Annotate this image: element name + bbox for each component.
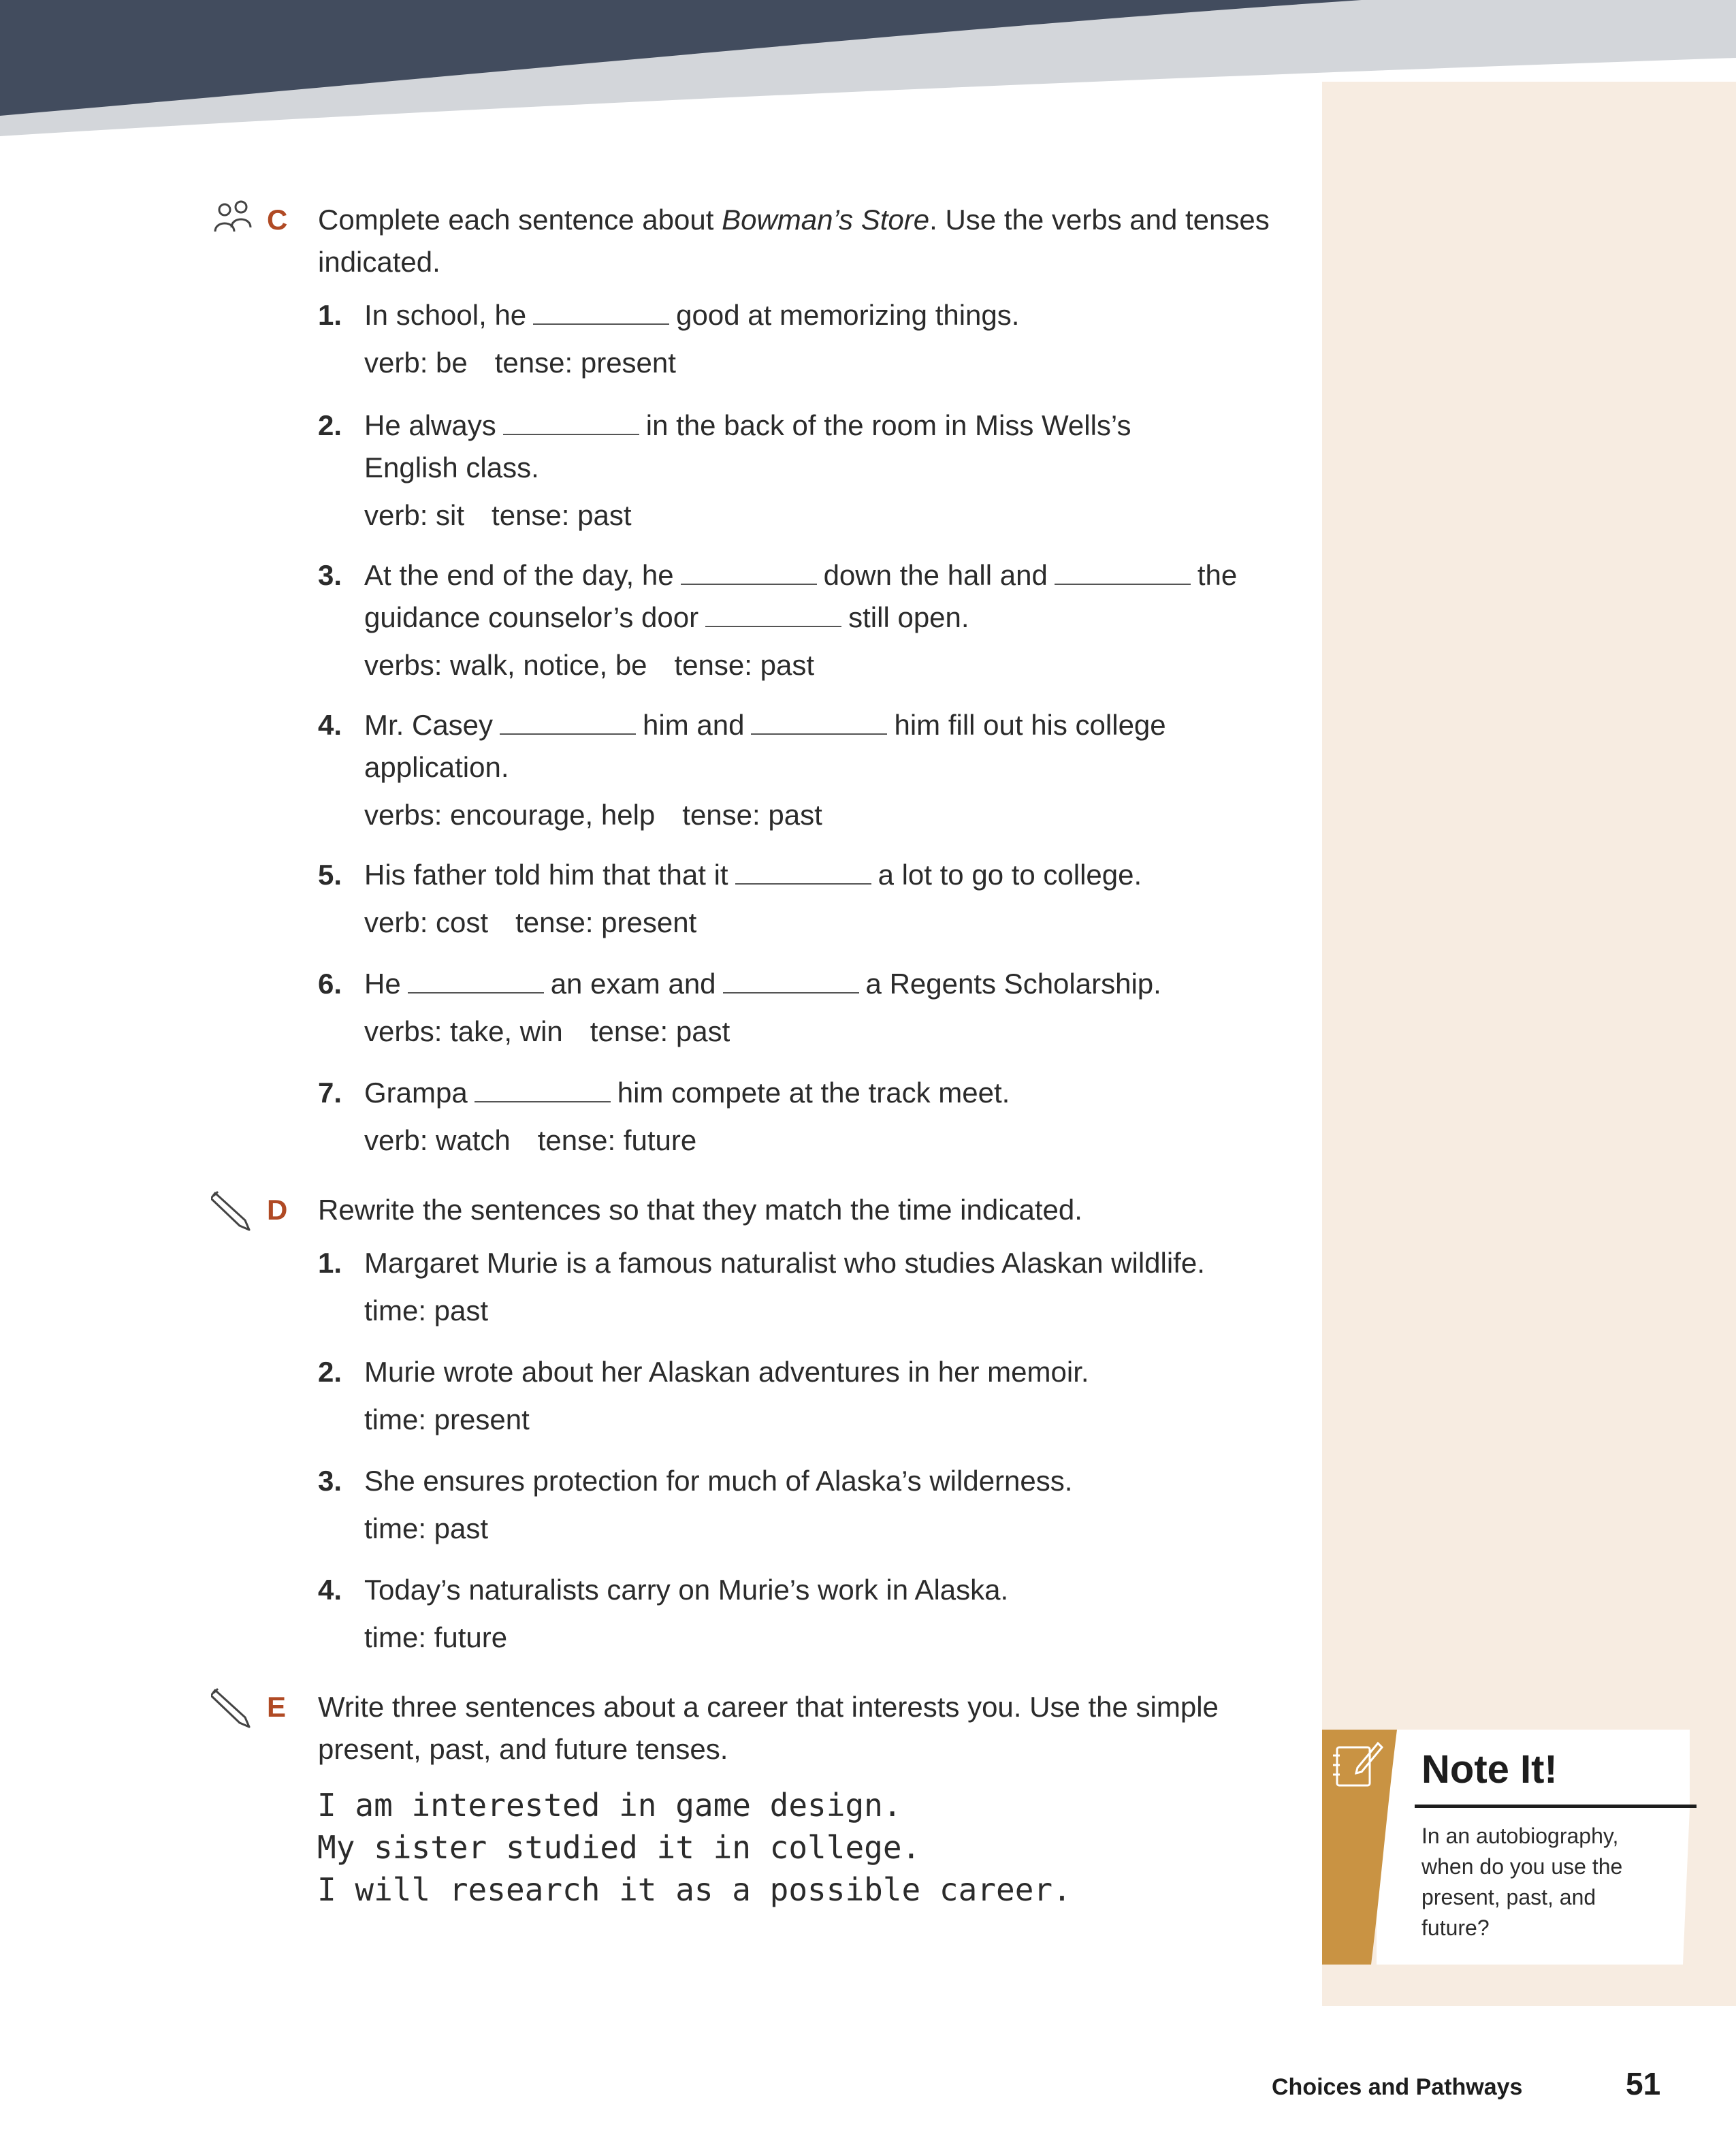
item-hint: time: past bbox=[364, 1294, 489, 1326]
pair-work-icon bbox=[211, 200, 256, 241]
item-number: 3. bbox=[318, 559, 342, 591]
answer-blank[interactable] bbox=[705, 605, 841, 627]
note-it-box bbox=[1322, 1730, 1690, 1965]
activity-letter: E bbox=[267, 1691, 287, 1723]
pencil-icon bbox=[211, 1190, 256, 1231]
answer-blank[interactable] bbox=[1055, 563, 1191, 585]
item-sentence: He always in the back of the room in Miss Wells’s English class. bbox=[364, 409, 1131, 483]
answer-line: I am interested in game design. bbox=[317, 1787, 902, 1824]
item-hint: verb: cost tense: present bbox=[364, 906, 697, 938]
note-divider bbox=[1415, 1805, 1697, 1808]
item-sentence: His father told him that that it a lot to go to college. bbox=[364, 859, 1142, 891]
answer-blank[interactable] bbox=[503, 413, 639, 435]
answer-blank[interactable] bbox=[735, 863, 871, 885]
item-number: 4. bbox=[318, 709, 342, 741]
item-sentence: She ensures protection for much of Alaska’s wilderness. bbox=[364, 1465, 1073, 1497]
item-hint: time: past bbox=[364, 1512, 489, 1544]
activity-d bbox=[211, 1189, 1287, 1666]
answer-line: My sister studied it in college. bbox=[317, 1829, 921, 1866]
item-sentence: Margaret Murie is a famous naturalist who studies Alaskan wildlife. bbox=[364, 1247, 1205, 1279]
item-hint: verbs: encourage, help tense: past bbox=[364, 799, 822, 831]
answer-blank[interactable] bbox=[408, 972, 544, 994]
item-number: 3. bbox=[318, 1465, 342, 1497]
sidebar-panel bbox=[1322, 82, 1736, 2006]
item-sentence: Murie wrote about her Alaskan adventures in her memoir. bbox=[364, 1356, 1089, 1388]
item-sentence: Today’s naturalists carry on Murie’s work in Alaska. bbox=[364, 1574, 1009, 1606]
answer-blank[interactable] bbox=[475, 1081, 611, 1102]
pencil-icon bbox=[211, 1687, 256, 1728]
answer-blank[interactable] bbox=[681, 563, 817, 585]
answer-blank[interactable] bbox=[533, 303, 669, 325]
activity-letter: C bbox=[267, 204, 288, 236]
activity-c bbox=[211, 199, 1287, 1166]
footer-section-title: Choices and Pathways bbox=[1272, 2074, 1523, 2100]
activity-instruction: Rewrite the sentences so that they match the time indicated. bbox=[318, 1194, 1082, 1226]
item-hint: verb: sit tense: past bbox=[364, 499, 632, 531]
item-number: 4. bbox=[318, 1574, 342, 1606]
answer-line: I will research it as a possible career. bbox=[317, 1871, 1072, 1908]
item-number: 5. bbox=[318, 859, 342, 891]
note-text: In an autobiography, when do you use the present, past, and future? bbox=[1421, 1824, 1623, 1940]
item-sentence: Mr. Casey him and him fill out his college application. bbox=[364, 709, 1166, 783]
activity-e bbox=[211, 1686, 1287, 1781]
answer-blank[interactable] bbox=[500, 713, 636, 735]
item-hint: time: present bbox=[364, 1403, 530, 1435]
item-number: 2. bbox=[318, 1356, 342, 1388]
item-number: 1. bbox=[318, 299, 342, 331]
item-number: 6. bbox=[318, 968, 342, 1000]
page-number: 51 bbox=[1626, 2066, 1661, 2101]
item-sentence: At the end of the day, he down the hall and the guidance counselor’s door still open. bbox=[364, 559, 1238, 633]
item-sentence: Grampa him compete at the track meet. bbox=[364, 1077, 1010, 1109]
answer-blank[interactable] bbox=[723, 972, 859, 994]
answer-blank[interactable] bbox=[751, 713, 887, 735]
activity-instruction: Complete each sentence about Bowman’s Store. Use the verbs and tenses indicated. bbox=[318, 204, 1270, 278]
item-sentence: He an exam and a Regents Scholarship. bbox=[364, 968, 1161, 1000]
item-sentence: In school, he good at memorizing things. bbox=[364, 299, 1020, 331]
item-hint: time: future bbox=[364, 1621, 508, 1653]
activity-instruction: Write three sentences about a career that interests you. Use the simple present, past, and future tenses. bbox=[318, 1691, 1219, 1765]
item-number: 7. bbox=[318, 1077, 342, 1109]
handwritten-answers bbox=[317, 1784, 1072, 1911]
item-hint: verb: be tense: present bbox=[364, 347, 676, 379]
item-hint: verb: watch tense: future bbox=[364, 1124, 697, 1156]
note-title: Note It! bbox=[1421, 1747, 1558, 1792]
item-number: 2. bbox=[318, 409, 342, 441]
item-hint: verbs: walk, notice, be tense: past bbox=[364, 649, 814, 681]
item-hint: verbs: take, win tense: past bbox=[364, 1015, 730, 1047]
activity-letter: D bbox=[267, 1194, 288, 1226]
item-number: 1. bbox=[318, 1247, 342, 1279]
